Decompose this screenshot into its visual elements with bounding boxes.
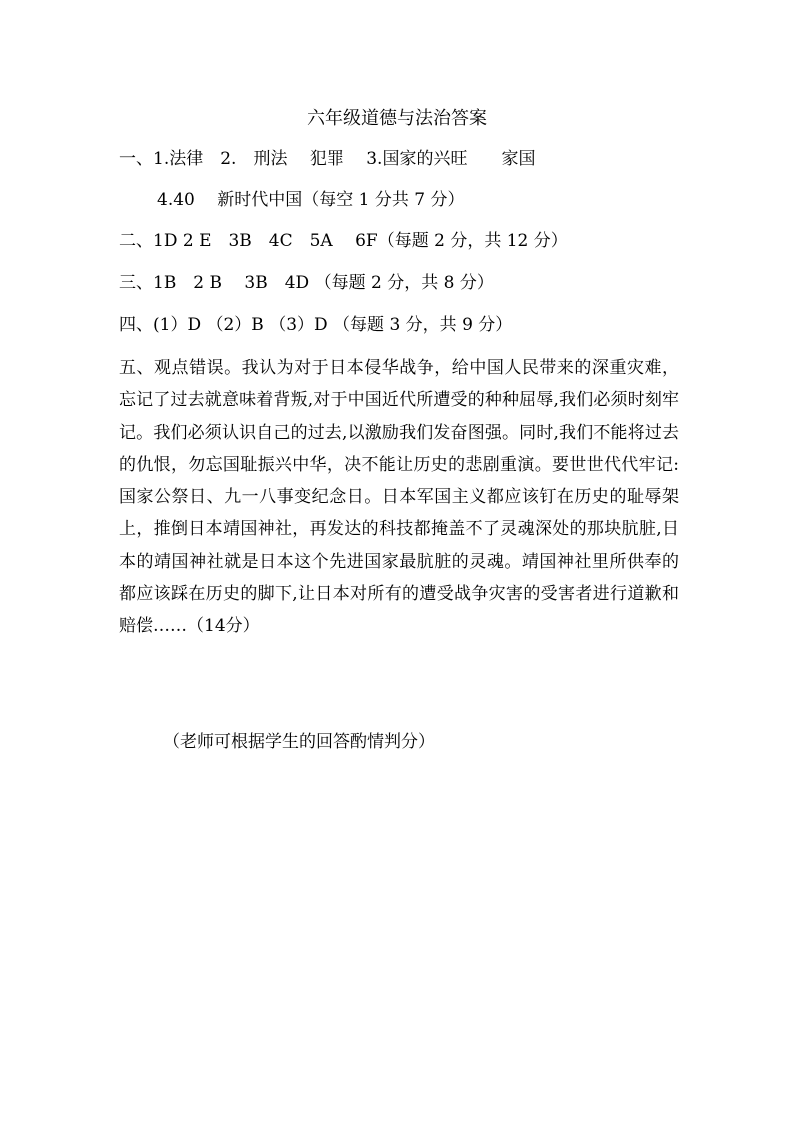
section-5-essay-answer: 五、观点错误。我认为对于日本侵华战争，给中国人民带来的深重灾难，忘记了过去就意味着背叛,对于中国近代所遭受的种种屈辱,我们必须时刻牢记。我们必须认识自己的过去,以激励我们发奋图强。同时,我们不能将过去的仇恨，勿忘国耻振兴中华，决不能让历史的悲剧重演。要世世代代牢记: 国家公祭日、九一八事变纪念日。日本军国主义都应该钉在历史的耻辱架上，推倒日本靖国神社，再发达的科技都掩盖不了灵魂深处的那块肮脏,日本的靖国神社就是日本这个先进国家最肮脏的灵魂。靖国神社里所供奉的都应该踩在历史的脚下,让日本对所有的遭受战争灾害的受害者进行道歉和赔偿……（14分） — [119, 358, 679, 637]
document-title: 六年级道德与法治答案 — [307, 108, 487, 129]
section-4-answers: 四、(1）D （2）B （3）D （每题 3 分，共 9 分） — [119, 315, 513, 335]
section-1-line-1: 一、1.法律 2. 刑法 犯罪 3.国家的兴旺 家国 — [119, 149, 536, 169]
section-1-line-2: 4.40 新时代中国（每空 1 分共 7 分） — [157, 190, 465, 210]
section-2-answers: 二、1D 2 E 3B 4C 5A 6F（每题 2 分，共 12 分） — [119, 231, 568, 251]
section-3-answers: 三、1B 2 B 3B 4D （每题 2 分，共 8 分） — [119, 273, 494, 293]
grading-note: （老师可根据学生的回答酌情判分） — [163, 732, 435, 752]
